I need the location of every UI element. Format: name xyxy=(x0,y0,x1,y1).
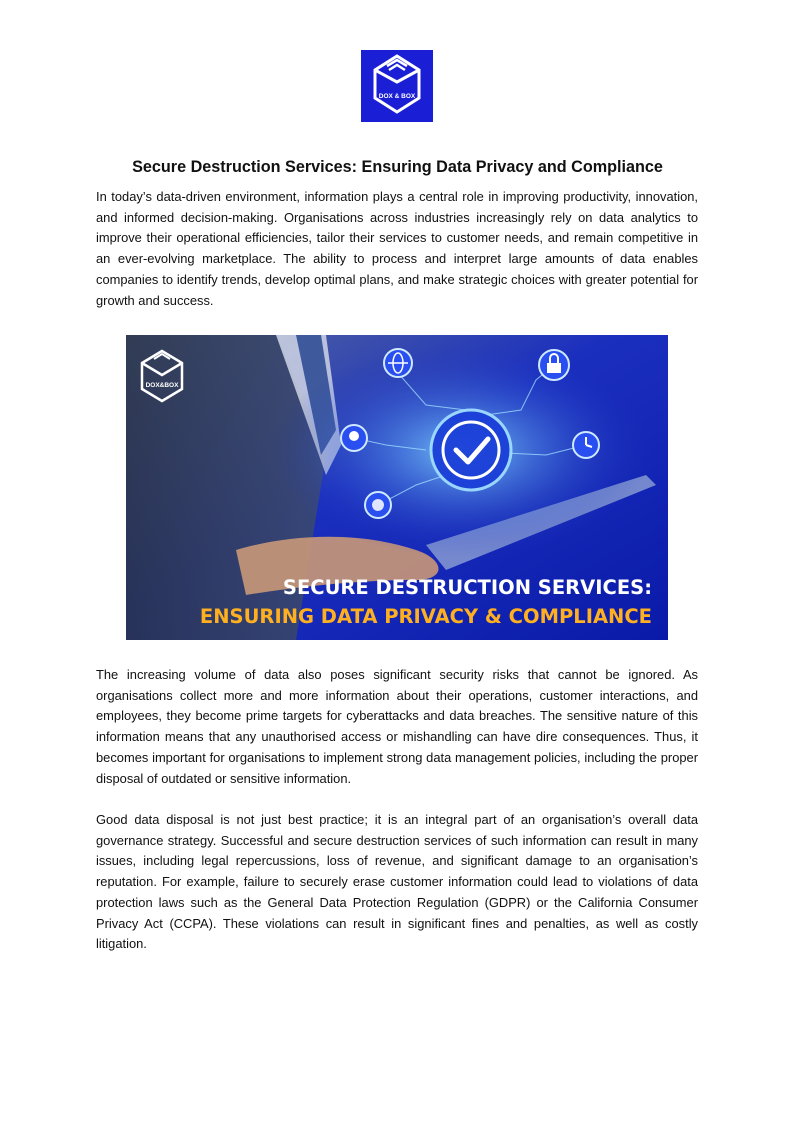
banner-line-2: ENSURING DATA PRIVACY & COMPLIANCE xyxy=(199,605,652,628)
brand-logo xyxy=(361,50,433,122)
banner-line-1: SECURE DESTRUCTION SERVICES: xyxy=(282,576,652,599)
page-title: Secure Destruction Services: Ensuring Data Privacy and Compliance xyxy=(132,158,663,176)
hero-banner xyxy=(126,335,668,640)
intro-paragraph: In today’s data-driven environment, information plays a central role in improving productivity, innovation, and informed decision-making. Organisations across industries increasingly rely on data analytics to improve their operational efficiencies, tailor their services to customer needs, and remain competitive in an ever-evolving marketplace. The ability to process and interpret large amounts of data enables companies to identify trends, develop optimal plans, and make strategic choices with greater potential for growth and success. xyxy=(96,189,698,308)
clock-icon xyxy=(573,432,599,458)
badge-icon xyxy=(341,425,367,451)
risk-paragraph: The increasing volume of data also poses significant security risks that cannot be ignored. As organisations collect more and more information about their operations, customer interactions, and employees, they become prime targets for cyberattacks and data breaches. The sensitive nature of this information means that any unauthorised access or mishandling can have dire consequences. Thus, it becomes important for organisations to implement strong data management policies, including the proper disposal of outdated or sensitive information. xyxy=(96,667,698,786)
governance-paragraph: Good data disposal is not just best practice; it is an integral part of an organisation’s overall data governance strategy. Successful and secure destruction services of such information can result in many issues, including legal repercussions, loss of revenue, and significant damage to an organisation’s reputation. For example, failure to securely erase customer information could lead to violations of data protection laws such as the General Data Protection Regulation (GDPR) or the California Consumer Privacy Act (CCPA). These violations can result in significant fines and penalties, as well as costly litigation. xyxy=(96,812,698,952)
lock-icon xyxy=(539,350,569,380)
logo-brand-text: DOX & BOX xyxy=(378,93,416,100)
world-icon xyxy=(365,492,391,518)
hero-logo-text: DOX&BOX xyxy=(145,382,179,389)
box-logo-icon xyxy=(361,50,433,122)
globe-icon xyxy=(384,349,412,377)
